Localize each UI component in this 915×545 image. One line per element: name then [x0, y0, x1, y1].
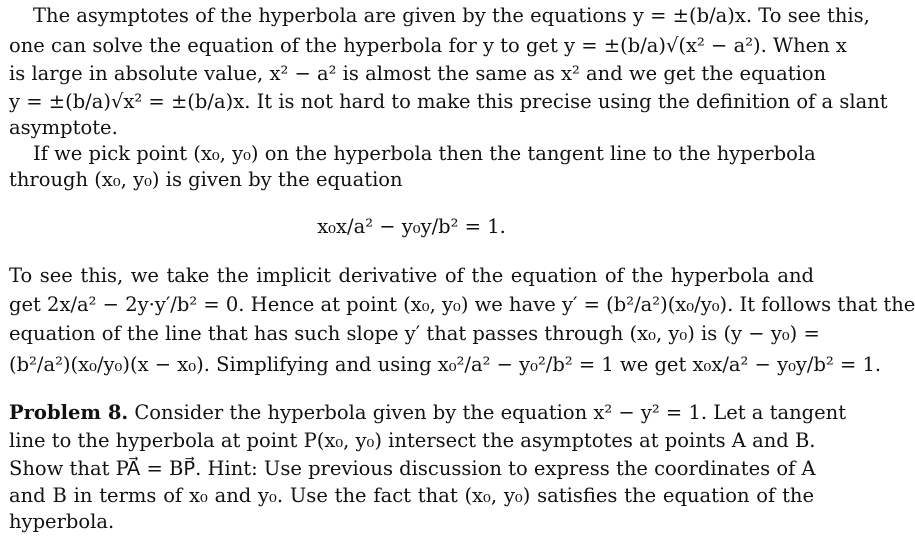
paragraph-2-line-2: through (x₀, y₀) is given by the equation: [9, 168, 403, 191]
paragraph-2-line-1: If we pick point (x₀, y₀) on the hyperbola then the tangent line to the hyperbola: [33, 142, 816, 165]
paragraph-1-line-4: y = ±(b/a)√x² = ±(b/a)x. It is not hard to make this precise using the definition of a slant: [9, 90, 888, 113]
paragraph-3-line-1: To see this, we take the implicit derivative of the equation of the hyperbola and: [9, 264, 814, 287]
paragraph-3-line-2: get 2x/a² − 2y·y′/b² = 0. Hence at point (x₀, y₀) we have y′ = (b²/a²)(x₀/y₀). It follows that the: [9, 293, 915, 316]
problem-8-line-4: and B in terms of x₀ and y₀. Use the fact that (x₀, y₀) satisfies the equation of the: [9, 484, 814, 507]
problem-8-label: Problem 8.: [9, 401, 129, 424]
tangent-line-equation: x₀x/a² − y₀y/b² = 1.: [317, 215, 506, 238]
problem-8-line-2: line to the hyperbola at point P(x₀, y₀) intersect the asymptotes at points A and B.: [9, 429, 816, 452]
problem-8-line-3: Show that PA⃗ = BP⃗. Hint: Use previous discussion to express the coordinates of A: [9, 457, 816, 480]
paragraph-3-line-3: equation of the line that has such slope y′ that passes through (x₀, y₀) is (y − y₀) =: [9, 322, 820, 345]
paragraph-3-line-4: (b²/a²)(x₀/y₀)(x − x₀). Simplifying and using x₀²/a² − y₀²/b² = 1 we get x₀x/a² − y₀y/b² = 1.: [9, 353, 882, 376]
problem-8-line-5: hyperbola.: [9, 510, 115, 533]
paragraph-1-line-5: asymptote.: [9, 116, 118, 139]
paragraph-1-line-1: The asymptotes of the hyperbola are given by the equations y = ±(b/a)x. To see this,: [33, 4, 870, 27]
problem-8-line-1: [9, 400, 847, 426]
problem-8-text: Consider the hyperbola given by the equation x² − y² = 1. Let a tangent: [128, 401, 847, 424]
paragraph-1-line-2: one can solve the equation of the hyperbola for y to get y = ±(b/a)√(x² − a²). When x: [9, 34, 847, 57]
paragraph-1-line-3: is large in absolute value, x² − a² is almost the same as x² and we get the equation: [9, 62, 827, 85]
